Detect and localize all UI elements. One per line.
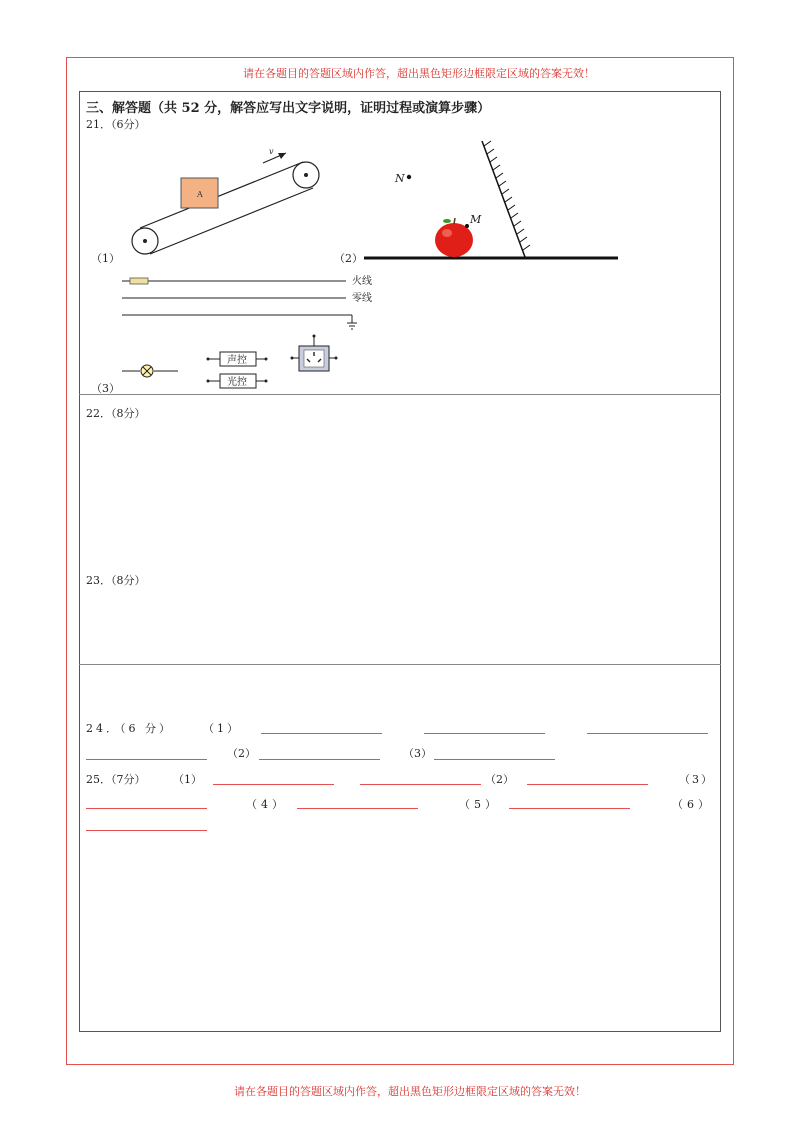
- conveyor-belt-diagram: [118, 145, 328, 265]
- apple-icon: [435, 218, 473, 257]
- q25-blank-3[interactable]: [86, 808, 207, 809]
- q25-blank-6[interactable]: [86, 830, 207, 831]
- fuse-icon: [130, 278, 148, 284]
- q24-blank-2[interactable]: [259, 759, 380, 760]
- belt-top: [140, 162, 303, 228]
- q24-blank-1a[interactable]: [261, 733, 382, 734]
- block-label: A: [197, 190, 203, 199]
- q25-label-5: （5）: [459, 798, 500, 811]
- q25-header: 25．（7分）: [86, 773, 146, 786]
- q25-blank-1a[interactable]: [213, 784, 334, 785]
- q24-label-3: （3）: [403, 747, 432, 760]
- socket-icon: [291, 335, 338, 372]
- plane-mirror: [482, 141, 525, 257]
- q21-part3-label: （3）: [91, 382, 120, 395]
- divider-2: [79, 664, 721, 665]
- q25-blank-4[interactable]: [297, 808, 418, 809]
- notice-top: 请在各题目的答题区域内作答，超出黑色矩形边框限定区域的答案无效！: [243, 67, 595, 80]
- point-m-label: M: [470, 213, 482, 226]
- velocity-label: v: [269, 147, 274, 156]
- point-m: [465, 224, 469, 228]
- belt-bottom: [150, 188, 313, 254]
- q24-label-1: （1）: [203, 722, 241, 735]
- live-wire-label: 火线: [352, 276, 372, 287]
- q25-label-2: （2）: [485, 773, 514, 786]
- q21-header: 21．（6分）: [86, 118, 146, 131]
- notice-bottom: 请在各题目的答题区域内作答，超出黑色矩形边框限定区域的答案无效！: [234, 1085, 586, 1098]
- neutral-wire-label: 零线: [352, 293, 372, 304]
- sound-switch-label: 声控: [227, 355, 247, 366]
- q25-blank-1b[interactable]: [360, 784, 481, 785]
- light-switch-label: 光控: [227, 377, 247, 388]
- household-circuit-diagram: [116, 270, 372, 395]
- q24-blank-1c[interactable]: [587, 733, 708, 734]
- q24-blank-1b[interactable]: [424, 733, 545, 734]
- q24-label-2: （2）: [227, 747, 256, 760]
- point-n-label: N: [395, 172, 405, 185]
- q21-part1-label: （1）: [91, 252, 120, 265]
- q25-label-3: （3）: [679, 773, 714, 786]
- q24-header: 24．（6 分）: [86, 722, 173, 735]
- q23-header: 23．（8分）: [86, 574, 146, 587]
- lamp-icon: [141, 365, 153, 377]
- q24-blank-1d[interactable]: [86, 759, 207, 760]
- q25-label-4: （4）: [246, 798, 287, 811]
- q25-label-6: （6）: [672, 798, 713, 811]
- point-n: [407, 175, 411, 179]
- q25-blank-2[interactable]: [527, 784, 648, 785]
- section-title: 三、解答题（共 52 分，解答应写出文字说明，证明过程或演算步骤）: [86, 101, 491, 116]
- q22-header: 22．（8分）: [86, 407, 146, 420]
- q25-label-1: （1）: [173, 773, 202, 786]
- q24-blank-3[interactable]: [434, 759, 555, 760]
- q21-part2-label: （2）: [334, 252, 363, 265]
- mirror-apple-diagram: [360, 135, 625, 265]
- q25-blank-5[interactable]: [509, 808, 630, 809]
